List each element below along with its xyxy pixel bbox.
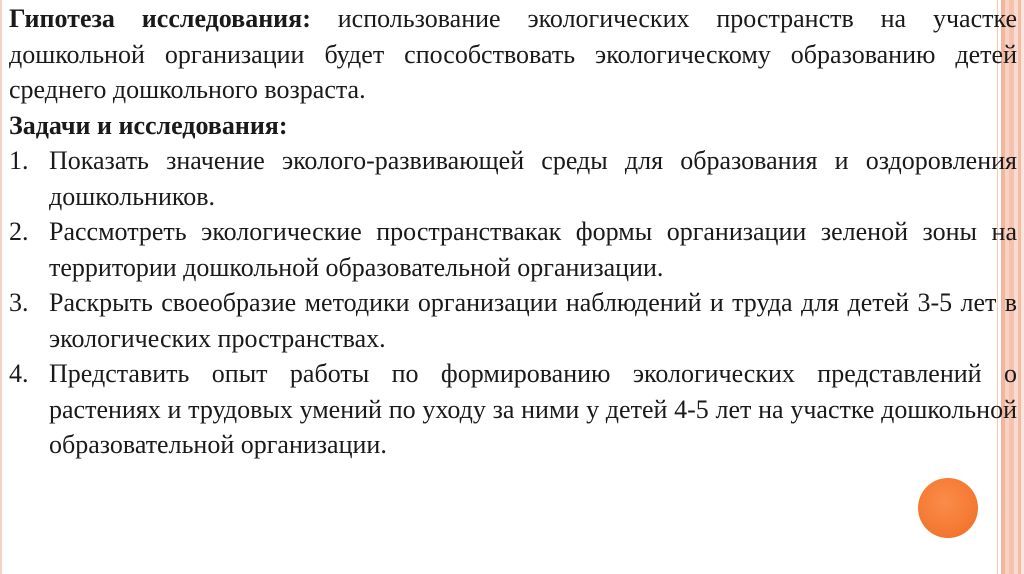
task-item [9, 143, 1017, 214]
task-text: Представить опыт работы по формированию экологических представлений о растениях и трудовых умений по уходу за ними у детей 4-5 лет на участке дошкольной образовательной организации. [49, 359, 1017, 459]
task-number: 2. [9, 217, 29, 246]
hypothesis-text: использование экологических пространств на участке дошкольной организации будет способствовать экологическому образованию детей среднего дошкольного возраста. [9, 4, 1018, 104]
task-number: 3. [9, 288, 29, 317]
hypothesis-paragraph [9, 1, 1017, 108]
task-item [9, 214, 1017, 285]
task-item [9, 356, 1017, 463]
tasks-heading: Задачи и исследования: [9, 110, 288, 140]
task-number: 4. [9, 359, 29, 388]
task-item [9, 285, 1017, 356]
task-text: Раскрыть своеобразие методики организации наблюдений и труда для детей 3-5 лет в экологических пространствах. [49, 288, 1017, 353]
left-border-decoration [0, 0, 2, 574]
orange-circle-decoration [918, 478, 978, 538]
task-text: Рассмотреть экологические пространствакак формы организации зеленой зоны на территории дошкольной образовательной организации. [49, 217, 1017, 282]
slide-content [9, 1, 1017, 463]
task-number: 1. [9, 146, 29, 175]
task-text: Показать значение эколого-развивающей среды для образования и оздоровления дошкольников. [49, 146, 1017, 211]
hypothesis-label: Гипотеза исследования: [9, 4, 311, 33]
tasks-list [9, 143, 1017, 463]
